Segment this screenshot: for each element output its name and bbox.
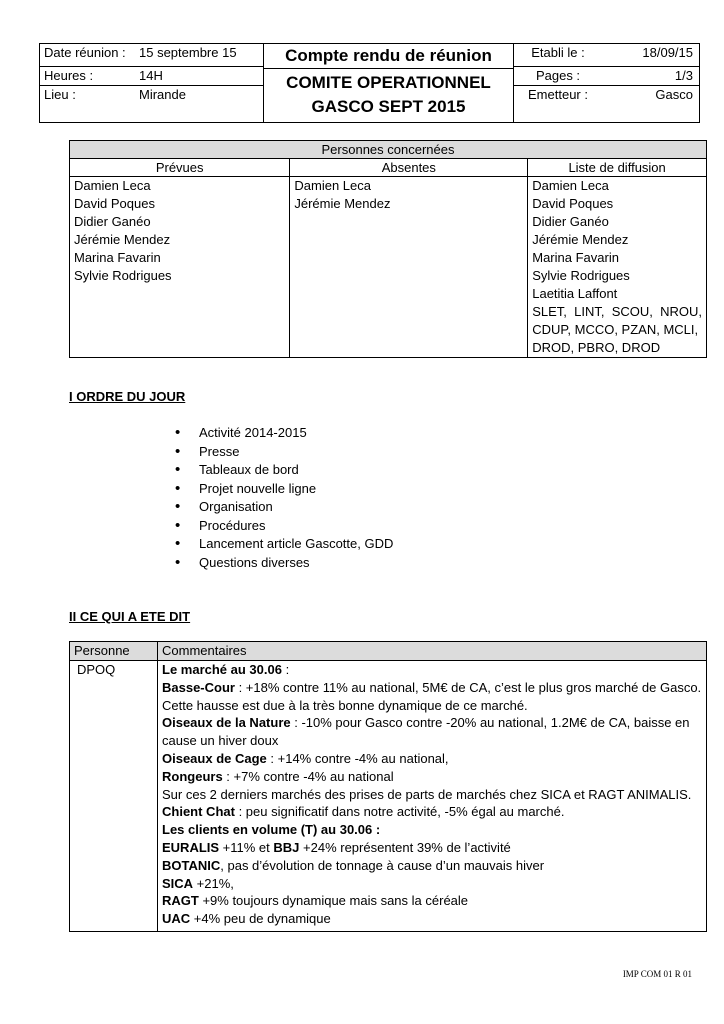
header-hours-row xyxy=(40,66,263,85)
planned-person: David Poques xyxy=(74,196,155,211)
place-value: Mirande xyxy=(139,87,186,102)
header-date-row xyxy=(40,44,263,62)
comment-line xyxy=(162,803,702,821)
comment-bold: Oiseaux de Cage xyxy=(162,750,267,766)
issuer-label: Emetteur : xyxy=(528,87,588,102)
agenda-item: • Questions diverses xyxy=(175,554,393,573)
header-established-row xyxy=(514,44,699,62)
comment-bold: SICA xyxy=(162,875,194,891)
agenda-item: • Tableaux de bord xyxy=(175,461,393,480)
absent-list xyxy=(290,177,528,358)
col-distribution-header: Liste de diffusion xyxy=(528,159,707,177)
meeting-title-2: GASCO SEPT 2015 xyxy=(311,97,466,116)
header-right-cell xyxy=(514,44,700,123)
hours-label: Heures : xyxy=(44,68,94,83)
person-cell: DPOQ xyxy=(70,661,158,932)
comment-text: +4% peu de dynamique xyxy=(190,911,331,927)
persons-table xyxy=(69,140,707,358)
agenda-item: • Presse xyxy=(175,443,393,462)
comment-line xyxy=(162,892,702,910)
distribution-entry: Marina Favarin xyxy=(532,250,619,265)
comments-table xyxy=(69,641,707,932)
header-pages-row xyxy=(514,66,699,85)
comment-line xyxy=(162,661,702,679)
comment-text: : +18% contre 11% au national, 5M€ de CA, c’est le plus gros marché de Gasco. xyxy=(234,679,702,695)
agenda-item: • Lancement article Gascotte, GDD xyxy=(175,535,393,554)
date-value: 15 septembre 15 xyxy=(139,45,237,60)
persons-title: Personnes concernées xyxy=(70,141,707,159)
agenda-list xyxy=(175,424,393,572)
comment-text: +21%, xyxy=(193,875,234,891)
distribution-entry: Sylvie Rodrigues xyxy=(532,268,630,283)
header-left-cell xyxy=(40,44,264,123)
comment-text: : +7% contre -4% au national xyxy=(222,768,394,784)
col-person-header: Personne xyxy=(70,642,158,661)
comments-cell xyxy=(158,661,707,932)
meeting-title-1: COMITE OPERATIONNEL xyxy=(286,73,491,92)
distribution-entry: David Poques xyxy=(532,196,614,211)
comment-text: : xyxy=(281,662,290,677)
planned-person: Damien Leca xyxy=(74,178,151,193)
comment-line xyxy=(162,839,702,857)
agenda-item: • Organisation xyxy=(175,498,393,517)
agenda-item: • Procédures xyxy=(175,517,393,536)
comment-text: +11% et xyxy=(219,839,274,855)
header-issuer-row xyxy=(514,85,699,122)
comment-line xyxy=(162,857,702,875)
comment-line xyxy=(162,714,702,732)
planned-list xyxy=(70,177,290,358)
distribution-list xyxy=(528,177,707,358)
header-place-row xyxy=(40,85,263,122)
header-table xyxy=(39,43,700,123)
hours-value: 14H xyxy=(139,68,163,83)
comment-line xyxy=(162,821,702,839)
distribution-entry: Laetitia Laffont xyxy=(532,286,618,301)
agenda-title: I ORDRE DU JOUR xyxy=(69,389,186,404)
issuer-value: Gasco xyxy=(655,87,693,102)
col-planned-header: Prévues xyxy=(70,159,290,177)
pages-label: Pages : xyxy=(535,68,581,83)
form-reference: IMP COM 01 R 01 xyxy=(622,969,692,979)
comment-line xyxy=(162,732,702,750)
header-title-cell xyxy=(264,44,514,123)
comment-bold: Oiseaux de la Nature xyxy=(162,715,291,731)
col-absent-header: Absentes xyxy=(290,159,528,177)
comment-text: Sur ces 2 derniers marchés des prises de parts de marchés chez SICA et RAGT ANIMALIS. xyxy=(162,786,692,802)
absent-person: Jérémie Mendez xyxy=(294,196,391,211)
comment-bold: Le marché au 30.06 xyxy=(162,662,282,677)
comment-bold: BOTANIC xyxy=(162,857,221,873)
comment-bold: BBJ xyxy=(273,839,300,855)
established-value: 18/09/15 xyxy=(642,45,693,60)
comment-bold: Basse-Cour xyxy=(162,679,235,695)
comment-line xyxy=(162,875,702,893)
distribution-entry: SLET, LINT, SCOU, NROU, xyxy=(532,304,702,319)
comment-text: : +14% contre -4% au national, xyxy=(266,750,449,766)
agenda-item: • Projet nouvelle ligne xyxy=(175,480,393,499)
comment-bold: EURALIS xyxy=(162,839,220,855)
planned-person: Didier Ganéo xyxy=(74,214,151,229)
distribution-entry: Jérémie Mendez xyxy=(532,232,629,247)
planned-person: Sylvie Rodrigues xyxy=(74,268,172,283)
comment-bold: Rongeurs xyxy=(162,768,223,784)
comment-bold: Chient Chat xyxy=(162,804,235,820)
comment-text: +24% représentent 39% de l’activité xyxy=(299,839,511,855)
absent-person: Damien Leca xyxy=(294,178,371,193)
comment-text: cause un hiver doux xyxy=(162,733,279,749)
comment-line xyxy=(162,786,702,804)
distribution-entry: Didier Ganéo xyxy=(532,214,609,229)
comment-line xyxy=(162,697,702,715)
doc-title: Compte rendu de réunion xyxy=(264,44,513,69)
comment-text: : peu significatif dans notre activité, -5% égal au marché. xyxy=(234,804,565,820)
comment-bold: UAC xyxy=(162,911,191,927)
pages-value: 1/3 xyxy=(674,68,693,83)
distribution-entry: CDUP, MCCO, PZAN, MCLI, xyxy=(532,322,699,337)
comment-text: , pas d’évolution de tonnage à cause d’un mauvais hiver xyxy=(220,857,545,873)
comment-bold: RAGT xyxy=(162,893,199,909)
distribution-entry: Damien Leca xyxy=(532,178,609,193)
comment-line xyxy=(162,679,702,697)
planned-person: Marina Favarin xyxy=(74,250,161,265)
comment-text: Cette hausse est due à la très bonne dynamique de ce marché. xyxy=(162,697,528,713)
date-label: Date réunion : xyxy=(44,45,126,60)
comment-bold: Les clients en volume (T) au 30.06 : xyxy=(162,822,381,838)
planned-person: Jérémie Mendez xyxy=(74,232,171,247)
place-label: Lieu : xyxy=(44,87,76,102)
comment-text: +9% toujours dynamique mais sans la céréale xyxy=(198,893,469,909)
agenda-item: • Activité 2014-2015 xyxy=(175,424,393,443)
distribution-entry: DROD, PBRO, DROD xyxy=(532,340,661,355)
comment-line xyxy=(162,768,702,786)
comment-text: : -10% pour Gasco contre -20% au national, 1.2M€ de CA, baisse en xyxy=(290,715,690,731)
comment-line xyxy=(162,750,702,768)
col-comments-header: Commentaires xyxy=(158,642,707,661)
said-title: II CE QUI A ETE DIT xyxy=(69,609,191,624)
established-label: Etabli le : xyxy=(531,45,585,60)
comment-line xyxy=(162,910,702,928)
